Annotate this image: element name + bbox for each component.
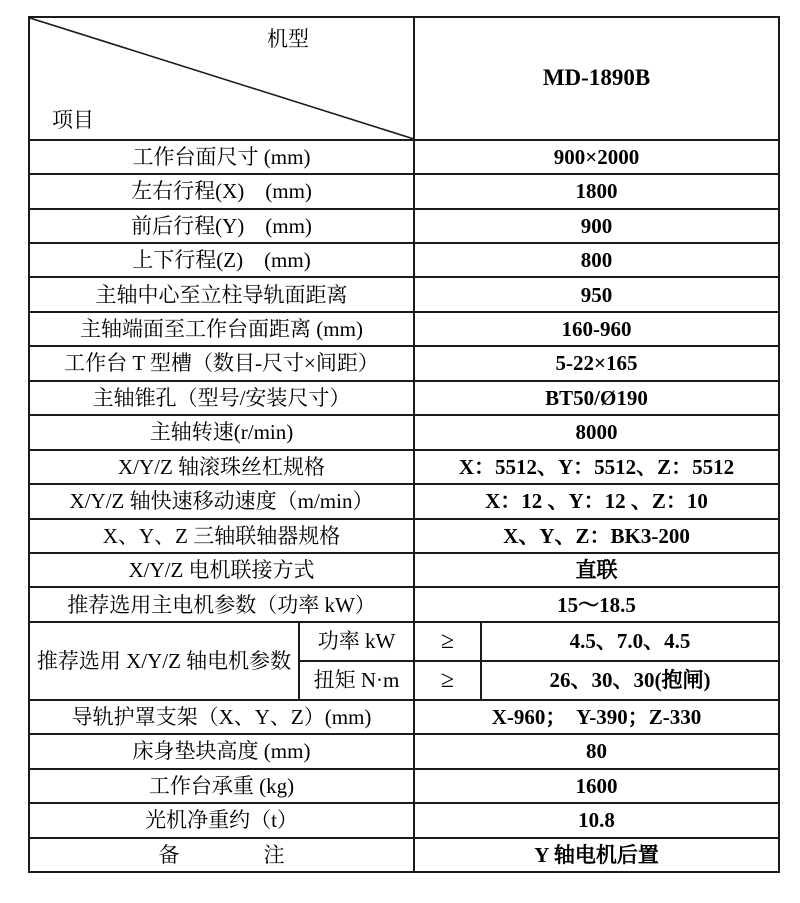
param-value-cell: 950 [414, 277, 779, 311]
table-row-motor-power [29, 622, 779, 661]
param-value-cell: 900 [414, 209, 779, 243]
param-label-cell: 上下行程(Z) (mm) [29, 243, 414, 277]
remarks-label-cell: 备 注 [29, 838, 414, 872]
header-corner-cell [29, 17, 414, 140]
param-label-cell: 左右行程(X) (mm) [29, 174, 414, 208]
table-row [29, 415, 779, 449]
table-row [29, 484, 779, 518]
param-label-cell: 床身垫块高度 (mm) [29, 734, 414, 768]
param-value-cell: 直联 [414, 553, 779, 587]
table-row [29, 553, 779, 587]
param-value-cell: 10.8 [414, 803, 779, 837]
param-label-cell: X/Y/Z 轴快速移动速度（m/min） [29, 484, 414, 518]
param-value-cell: 15～18.5 [414, 587, 779, 621]
table-row [29, 734, 779, 768]
table-row [29, 209, 779, 243]
header-row [29, 17, 779, 140]
param-value-cell: X：5512、Y：5512、Z：5512 [414, 450, 779, 484]
param-label-cell: 主轴锥孔（型号/安装尺寸） [29, 381, 414, 415]
param-label-cell: 推荐选用主电机参数（功率 kW） [29, 587, 414, 621]
param-value-cell: 160-960 [414, 312, 779, 346]
param-label-cell: X/Y/Z 电机联接方式 [29, 553, 414, 587]
motor-params-label-cell: 推荐选用 X/Y/Z 轴电机参数 [29, 622, 299, 700]
param-value-cell: 900×2000 [414, 140, 779, 174]
table-row [29, 346, 779, 380]
param-label-cell: 主轴端面至工作台面距离 (mm) [29, 312, 414, 346]
param-value-cell: 80 [414, 734, 779, 768]
param-label-cell: 工作台承重 (kg) [29, 769, 414, 803]
sub-param-label-cell: 扭矩 N·m [299, 661, 414, 700]
param-value-cell: 800 [414, 243, 779, 277]
param-value-cell: 8000 [414, 415, 779, 449]
table-row [29, 450, 779, 484]
param-value-cell: X、Y、Z：BK3-200 [414, 519, 779, 553]
param-value-cell: X-960； Y-390；Z-330 [414, 700, 779, 734]
param-value-cell: 1600 [414, 769, 779, 803]
table-row [29, 519, 779, 553]
table-row [29, 243, 779, 277]
param-label-cell: 工作台 T 型槽（数目-尺寸×间距） [29, 346, 414, 380]
table-row [29, 587, 779, 621]
param-label-cell: 导轨护罩支架（X、Y、Z）(mm) [29, 700, 414, 734]
table-row [29, 700, 779, 734]
param-label-cell: X/Y/Z 轴滚珠丝杠规格 [29, 450, 414, 484]
param-label-cell: 主轴转速(r/min) [29, 415, 414, 449]
table-row [29, 174, 779, 208]
param-label-cell: X、Y、Z 三轴联轴器规格 [29, 519, 414, 553]
table-row [29, 769, 779, 803]
table-row [29, 312, 779, 346]
gte-operator-cell: ≥ [414, 661, 481, 700]
model-number-cell: MD-1890B [414, 17, 779, 140]
table-row [29, 803, 779, 837]
param-label-cell: 主轴中心至立柱导轨面距离 [29, 277, 414, 311]
remarks-value-cell: Y 轴电机后置 [414, 838, 779, 872]
table-row [29, 381, 779, 415]
table-row-remarks [29, 838, 779, 872]
sub-param-label-cell: 功率 kW [299, 622, 414, 661]
param-label-cell: 前后行程(Y) (mm) [29, 209, 414, 243]
param-value-cell: X：12 、Y：12 、Z：10 [414, 484, 779, 518]
header-machine-type-label: 机型 [267, 27, 309, 51]
param-value-cell: 4.5、7.0、4.5 [481, 622, 779, 661]
param-value-cell: 1800 [414, 174, 779, 208]
param-label-cell: 光机净重约（t） [29, 803, 414, 837]
gte-operator-cell: ≥ [414, 622, 481, 661]
param-label-cell: 工作台面尺寸 (mm) [29, 140, 414, 174]
spec-table [28, 16, 780, 873]
param-value-cell: BT50/Ø190 [414, 381, 779, 415]
table-row [29, 277, 779, 311]
param-value-cell: 26、30、30(抱闸) [481, 661, 779, 700]
param-value-cell: 5-22×165 [414, 346, 779, 380]
header-item-label: 项目 [52, 107, 94, 132]
table-row [29, 140, 779, 174]
